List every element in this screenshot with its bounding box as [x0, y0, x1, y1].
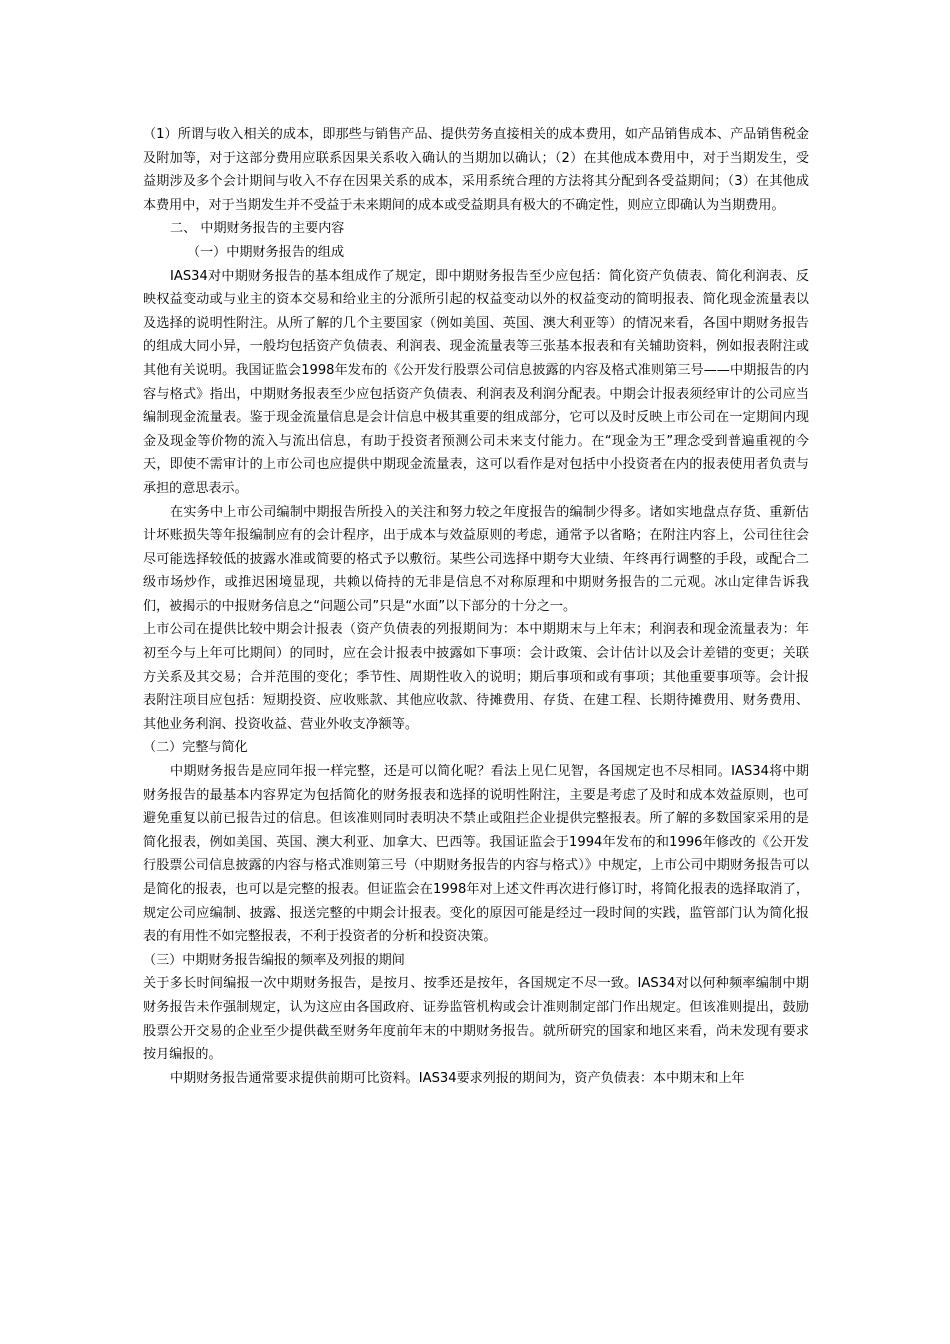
subsection-heading-frequency: （三）中期财务报告编报的频率及列报的期间	[143, 952, 405, 968]
subsection-heading-complete-simplified: （二）完整与简化	[143, 740, 248, 756]
section-heading-main-content: 二、 中期财务报告的主要内容	[170, 221, 345, 237]
paragraph-cost-recognition: （1）所谓与收入相关的成本，即那些与销售产品、提供劳务直接相关的成本费用，如产品销售成本、产品销售税金及附加等，对于这部分费用应联系因果关系收入确认的当期加以确认；（2）在其他成本费用中，对于当期发生，受益期涉及多个会计期间与收入不存在因果关系的成本，采用系统合理的方法将其分配到各受益期间；（3）在其他成本费用中，对于当期发生并不受益于未来期间的成本或受益期具有极大的不确定性，则应立即确认为当期费用。	[143, 127, 809, 213]
document-page	[143, 123, 809, 1090]
paragraph-ias34-composition: IAS34对中期财务报告的基本组成作了规定，即中期财务报告至少应包括：简化资产负债表、简化利润表、反映权益变动或与业主的资本交易和给业主的分派所引起的权益变动以外的权益变动的简明报表、简化现金流量表以及选择的说明性附注。从所了解的几个主要国家（例如美国、英国、澳大利亚等）的情况来看，各国中期财务报告的组成大同小异，一般均包括资产负债表、利润表、现金流量表等三张基本报表和有关辅助资料，例如报表附注或其他有关说明。我国证监会1998年发布的《公开发行股票公司信息披露的内容及格式准则第三号——中期报告的内容与格式》指出，中期财务报表至少应包括资产负债表、利润表及利润分配表。中期会计报表须经审计的公司应当编制现金流量表。鉴于现金流量信息是会计信息中极其重要的组成部分，它可以及时反映上市公司在一定期间内现金及现金等价物的流入与流出信息，有助于投资者预测公司未来支付能力。在“现金为王”理念受到普遍重视的今天，即使不需审计的上市公司也应提供中期现金流量表，这可以看作是对包括中小投资者在内的报表使用者负责与承担的意思表示。	[143, 268, 809, 496]
paragraph-frequency: 关于多长时间编报一次中期财务报告，是按月、按季还是按年，各国规定不尽一致。IAS34对以何种频率编制中期财务报告未作强制规定，认为这应由各国政府、证券监管机构或会计准则制定部门作出规定。但该准则提出，鼓励股票公开交易的企业至少提供截至财务年度前年末的中期财务报告。就所研究的国家和地区来看，尚未发现有要求按月编报的。	[143, 976, 809, 1063]
subsection-heading-composition: （一）中期财务报告的组成	[187, 244, 345, 260]
paragraph-practice: 在实务中上市公司编制中期报告所投入的关注和努力较之年度报告的编制少得多。诸如实地盘点存货、重新估计坏账损失等年报编制应有的会计程序，出于成本与效益原则的考虑，通常予以省略；在附注内容上，公司往往会尽可能选择较低的披露水准或简要的格式予以敷衍。某些公司选择中期夸大业绩、年终再行调整的手段，或配合二级市场炒作，或推迟困境显现，共赖以倚持的无非是信息不对称原理和中期财务报告的二元观。冰山定律告诉我们，被揭示的中报财务信息之“问题公司”只是“水面”以下部分的十分之一。	[143, 504, 809, 614]
paragraph-disclosure: 上市公司在提供比较中期会计报表（资产负债表的列报期间为：本中期期末与上年末；利润表和现金流量表为：年初至今与上年可比期间）的同时，应在会计报表中披露如下事项：会计政策、会计估计以及会计差错的变更；关联方关系及其交易；合并范围的变化；季节性、周期性收入的说明；期后事项和或有事项；其他重要事项等。会计报表附注项目应包括：短期投资、应收账款、其他应收款、待摊费用、存货、在建工程、长期待摊费用、财务费用、其他业务利润、投资收益、营业外收支净额等。	[143, 622, 809, 732]
paragraph-comparative: 中期财务报告通常要求提供前期可比资料。IAS34要求列报的期间为，资产负债表：本中期末和上年	[170, 1070, 745, 1086]
paragraph-complete-simplified: 中期财务报告是应同年报一样完整，还是可以简化呢？看法上见仁见智，各国规定也不尽相同。IAS34将中期财务报告的最基本内容界定为包括简化的财务报表和选择的说明性附注，主要是考虑了及时和成本效益原则，也可避免重复以前已报告过的信息。但该准则同时表明决不禁止或阻拦企业提供完整报表。所了解的多数国家采用的是简化报表，例如美国、英国、澳大利亚、加拿大、巴西等。我国证监会于1994年发布的和1996年修改的《公开发行股票公司信息披露的内容与格式准则第三号（中期财务报告的内容与格式）》中规定，上市公司中期财务报告可以是简化的报表，也可以是完整的报表。但证监会在1998年对上述文件再次进行修订时，将简化报表的选择取消了，规定公司应编制、披露、报送完整的中期会计报表。变化的原因可能是经过一段时间的实践，监管部门认为简化报表的有用性不如完整报表，不利于投资者的分析和投资决策。	[143, 764, 809, 945]
